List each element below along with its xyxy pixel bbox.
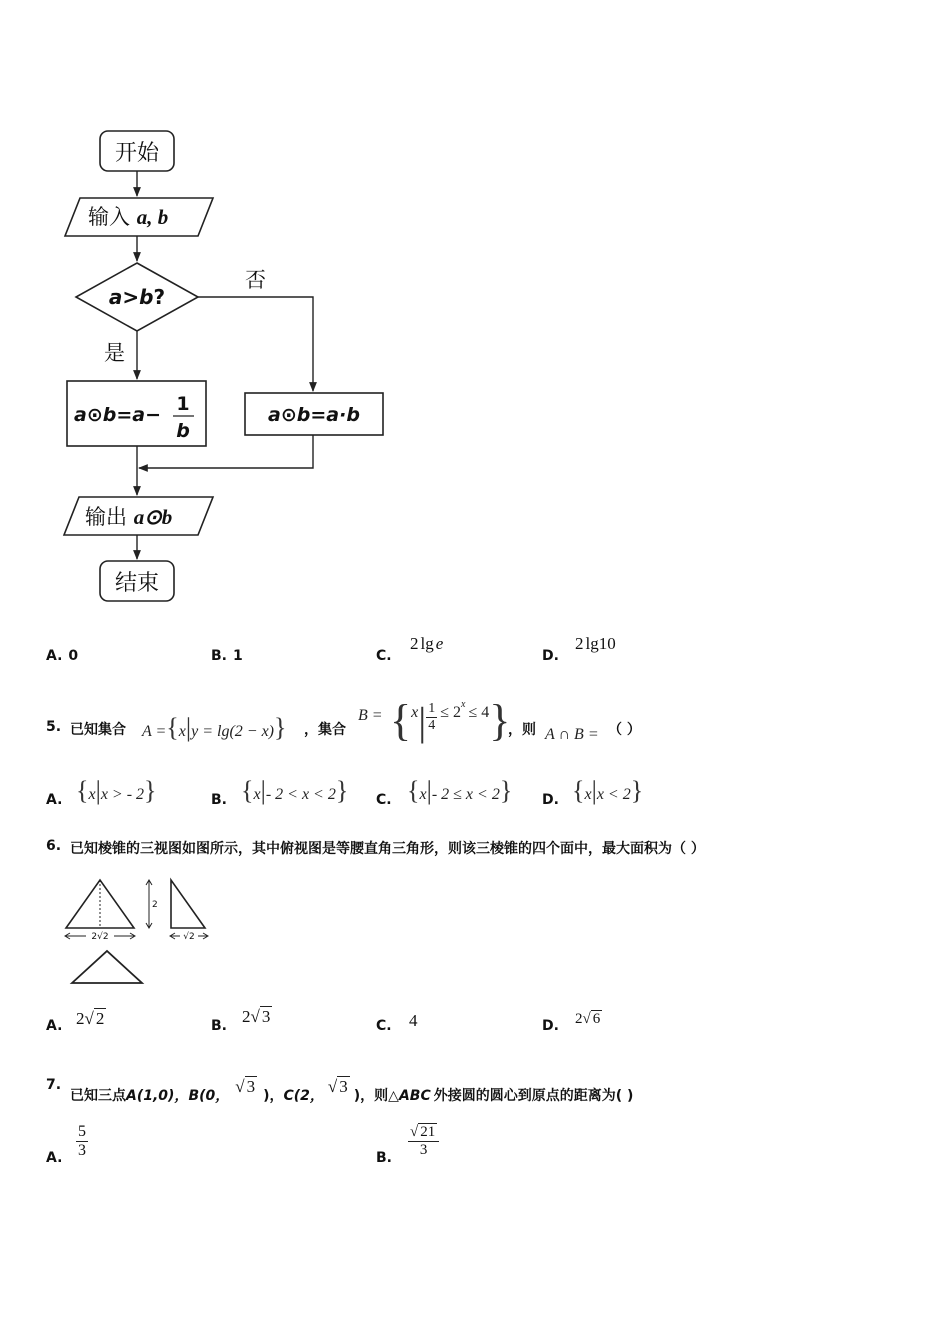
q5-option-a-value: {x|x > - 2} — [76, 776, 157, 805]
input-prefix: 输入 — [88, 205, 130, 229]
start-label: 开始 — [114, 141, 160, 166]
no-label: 否 — [245, 268, 266, 292]
svg-text:输出 a⊙b — [85, 505, 172, 529]
q5-set-b-name: B = — [358, 707, 383, 724]
q4-option-a: A. 0 — [46, 648, 79, 664]
q6-front-width-label: 2√2 — [91, 932, 109, 942]
q5-expr: A ∩ B = — [545, 726, 599, 743]
q6-option-b-label: B. — [211, 1018, 227, 1034]
q6-option-c-value: 4 — [409, 1011, 418, 1030]
decision-var-b: b — [139, 285, 154, 309]
input-vars: a, b — [136, 205, 169, 229]
output-prefix: 输出 — [85, 505, 127, 529]
yes-process-den: b — [176, 420, 190, 442]
q4-option-d-label: D. — [542, 648, 559, 664]
q5-option-d-label: D. — [542, 792, 559, 808]
q4-option-b: B. 1 — [211, 648, 243, 664]
q6-three-view-figure — [60, 876, 220, 988]
svg-text:a>b? — [109, 285, 165, 309]
flowchart — [0, 0, 420, 620]
q6-option-b-value: 2√ 3 — [242, 1007, 271, 1026]
q5-set-b: {x| $\frac{1}{4}$ ≤ $2^x \le 4$} — [390, 696, 511, 745]
q5-mid: ，集合 — [304, 722, 346, 738]
q6-option-a-label: A. — [46, 1018, 63, 1034]
yes-process-lhs: a⊙b=a− — [74, 404, 162, 426]
q5-number: 5. — [46, 719, 62, 735]
yes-process-num: 1 — [176, 393, 190, 415]
q4-option-d-value: 2 lg10 — [575, 634, 616, 653]
q5-option-d-value: {x|x < 2} — [572, 776, 644, 805]
q6-text: 已知棱锥的三视图如图所示，其中俯视图是等腰直角三角形，则该三棱锥的四个面中，最大面积为（ ） — [70, 841, 705, 857]
q6-side-width-label: √2 — [183, 932, 195, 942]
q7-option-a-label: A. — [46, 1150, 63, 1166]
q5-option-c-value: {x|- 2 ≤ x < 2} — [407, 776, 513, 805]
q7-number: 7. — [46, 1077, 62, 1093]
q5-suffix: ，则 — [508, 722, 536, 738]
q4-option-c-value: 2 lg e — [410, 634, 444, 653]
decision-op: > — [122, 285, 140, 309]
decision-q: ? — [153, 285, 166, 309]
q6-option-d-value: 2√ 6 — [575, 1011, 601, 1027]
q7-line: 已知三点A(1,0)，B(0， √ 3 )，C(2， √ 3 )，则△ABC 外接圆的圆心到原点的距离为( ) — [70, 1077, 634, 1104]
end-label: 结束 — [114, 571, 160, 596]
q7-option-b-value: $\frac{√ 21}{3}$ — [408, 1124, 439, 1159]
no-process-label: a⊙b=a·b — [268, 404, 360, 426]
q6-option-c-label: C. — [376, 1018, 392, 1034]
q6-option-a-value: 2√ 2 — [76, 1009, 105, 1028]
yes-label: 是 — [104, 341, 125, 365]
q5-set-a: A ={x|y = lg(2 − x)} — [142, 713, 287, 742]
output-expr: a⊙b — [133, 505, 173, 529]
svg-text:输入 a, b — [88, 205, 168, 229]
decision-var-a: a — [108, 285, 123, 309]
q7-option-b-label: B. — [376, 1150, 392, 1166]
q5-option-a-label: A. — [46, 792, 63, 808]
side-view — [171, 880, 205, 928]
q4-option-c-label: C. — [376, 648, 392, 664]
q5-option-b-value: {x|- 2 < x < 2} — [241, 776, 349, 805]
q5-option-c-label: C. — [376, 792, 392, 808]
top-view — [72, 951, 142, 983]
q6-option-d-label: D. — [542, 1018, 559, 1034]
q6-height-label: 2 — [152, 900, 158, 910]
q6-number: 6. — [46, 838, 62, 854]
q5-prefix: 已知集合 — [70, 722, 126, 738]
q5-option-b-label: B. — [211, 792, 227, 808]
q5-paren: （ ） — [608, 722, 641, 738]
q7-option-a-value: $\frac{5}{3}$ — [78, 1123, 86, 1159]
